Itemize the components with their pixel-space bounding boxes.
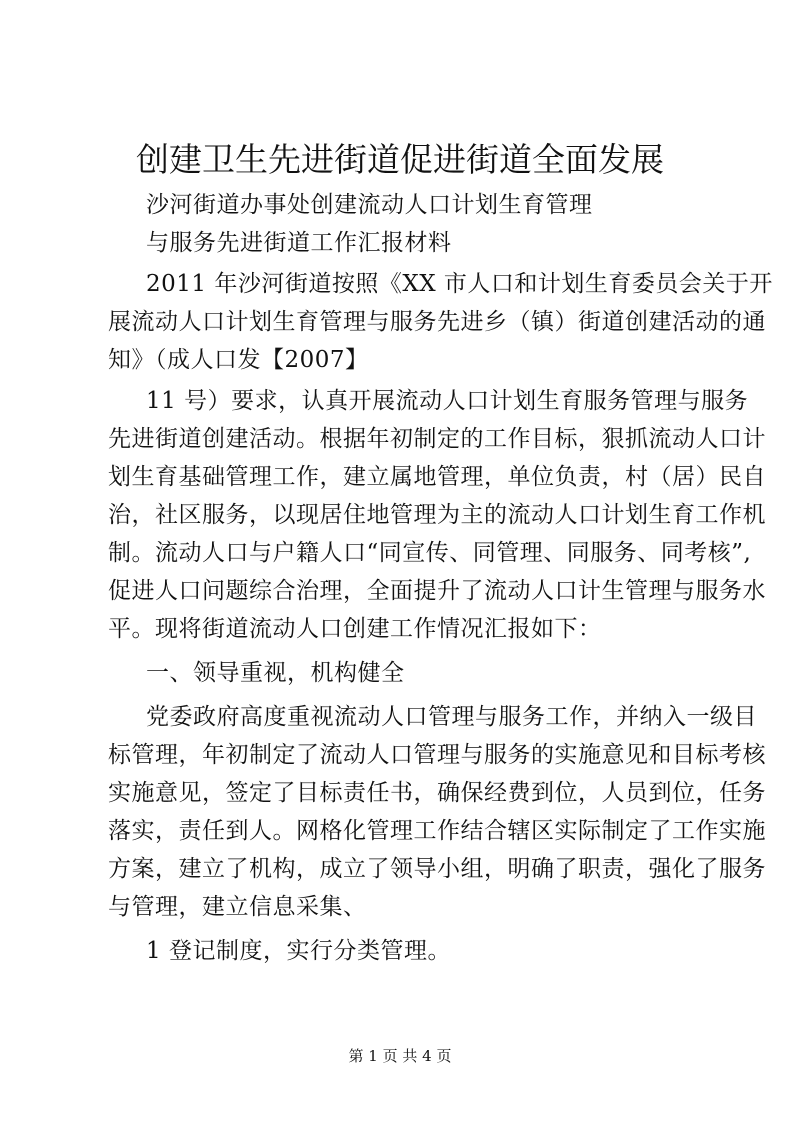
paragraph-1-line-3: 知》（成人口发【2007】 (108, 347, 369, 373)
paragraph-3-line-1: 党委政府高度重视流动人口管理与服务工作，并纳入一级目 (146, 704, 757, 730)
paragraph-1-line-2: 展流动人口计划生育管理与服务先进乡（镇）街道创建活动的通 (108, 309, 766, 335)
subtitle-line-2: 与服务先进街道工作汇报材料 (146, 230, 452, 256)
page-footer: 第 1 页 共 4 页 (348, 1047, 452, 1065)
paragraph-2-line-3: 划生育基础管理工作，建立属地管理，单位负责，村（居）民自 (108, 464, 766, 490)
paragraph-2-line-1: 11 号）要求，认真开展流动人口计划生育服务管理与服务 (146, 388, 749, 414)
paragraph-2 (108, 382, 766, 648)
paragraph-1-line-1: 2011 年沙河街道按照《XX 市人口和计划生育委员会关于开 (146, 271, 773, 297)
paragraph-2-line-2: 先进街道创建活动。根据年初制定的工作目标，狠抓流动人口计 (108, 426, 766, 452)
paragraph-1 (108, 265, 773, 379)
subtitle-line-1: 沙河街道办事处创建流动人口计划生育管理 (146, 192, 593, 218)
paragraph-4 (108, 932, 700, 970)
paragraph-2-line-6: 促进人口问题综合治理，全面提升了流动人口计生管理与服务水 (108, 578, 766, 604)
section-heading-line: 一、领导重视，机构健全 (146, 660, 405, 686)
paragraph-3-line-4: 落实，责任到人。网格化管理工作结合辖区实际制定了工作实施 (108, 818, 766, 844)
paragraph-3-line-5: 方案，建立了机构，成立了领导小组，明确了职责，强化了服务 (108, 856, 766, 882)
paragraph-3-line-3: 实施意见，签定了目标责任书，确保经费到位，人员到位，任务 (108, 780, 766, 806)
paragraph-3-line-6: 与管理，建立信息采集、 (108, 894, 367, 920)
section-heading-1 (108, 654, 700, 692)
paragraph-3 (108, 698, 766, 926)
document-body (108, 186, 773, 970)
document-title: 创建卫生先进街道促进街道全面发展 (136, 140, 664, 179)
paragraph-4-line-1: 1 登记制度，实行分类管理。 (146, 938, 451, 964)
subtitle-block (108, 186, 700, 262)
paragraph-2-line-4: 治，社区服务，以现居住地管理为主的流动人口计划生育工作机 (108, 502, 766, 528)
paragraph-2-line-5: 制。流动人口与户籍人口“同宣传、同管理、同服务、同考核”, (108, 540, 752, 566)
paragraph-3-line-2: 标管理，年初制定了流动人口管理与服务的实施意见和目标考核 (108, 742, 766, 768)
paragraph-2-line-7: 平。现将街道流动人口创建工作情况汇报如下： (108, 616, 602, 642)
